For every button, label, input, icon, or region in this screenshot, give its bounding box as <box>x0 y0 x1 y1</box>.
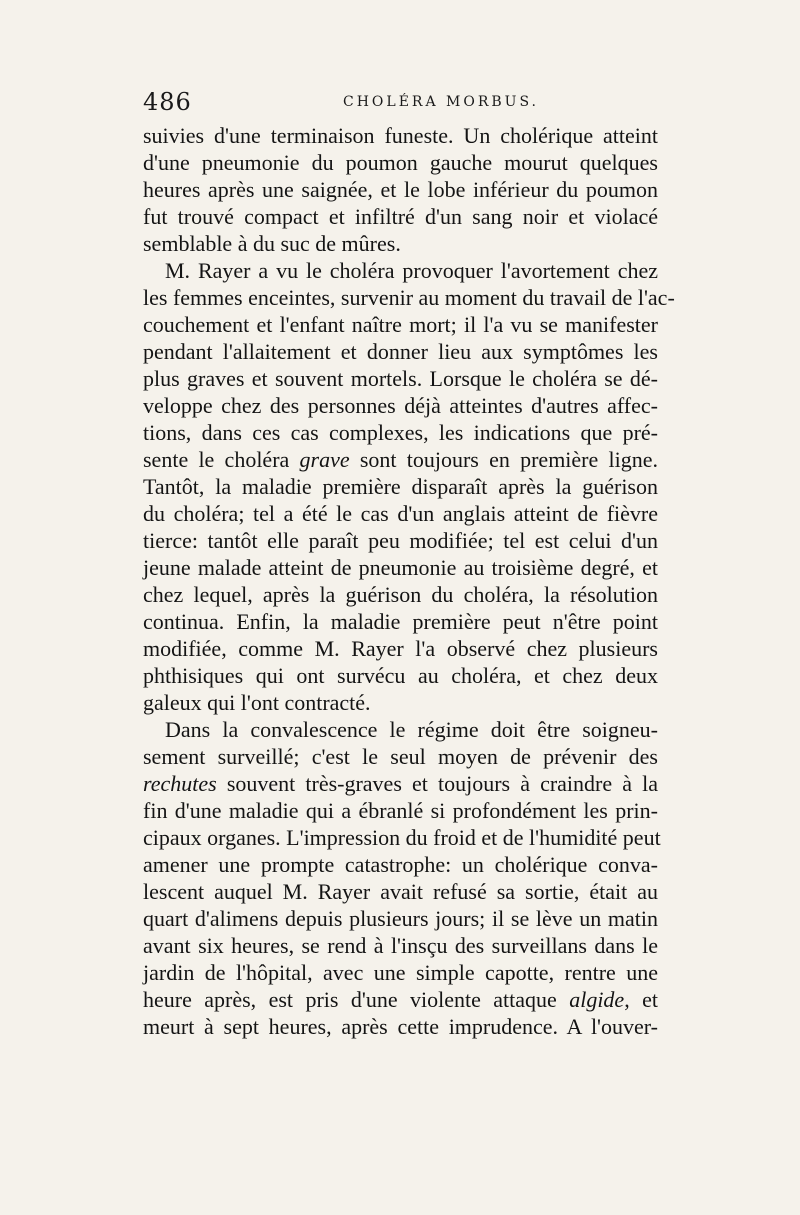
text-line: jeune malade atteint de pneumonie au troisième degré, et <box>143 555 658 580</box>
paragraph-2 <box>143 257 675 716</box>
text-line: fut trouvé compact et infiltré d'un sang noir et violacé <box>143 204 658 229</box>
text-line: modifiée, comme M. Rayer l'a observé chez plusieurs <box>143 636 658 661</box>
text-line: d'une pneumonie du poumon gauche mourut quelques <box>143 150 658 175</box>
text-line: heures après une saignée, et le lobe inférieur du poumon <box>143 177 658 202</box>
running-title: CHOLÉRA MORBUS. <box>343 94 539 110</box>
text-line: continua. Enfin, la maladie première peut n'être point <box>143 609 658 634</box>
page-number: 486 <box>143 88 192 116</box>
text-line: galeux qui l'ont contracté. <box>143 690 371 715</box>
text-line: chez lequel, après la guérison du choléra, la résolution <box>143 582 658 607</box>
text-line: quart d'alimens depuis plusieurs jours; il se lève un matin <box>143 906 658 931</box>
text-line: cipaux organes. L'impression du froid et de l'humidité peut <box>143 825 661 850</box>
text-line: suivies d'une terminaison funeste. Un cholérique atteint <box>143 123 658 148</box>
text-line: tions, dans ces cas complexes, les indications que pré- <box>143 420 658 445</box>
text-line: amener une prompte catastrophe: un cholérique conva- <box>143 852 658 877</box>
text-line: sement surveillé; c'est le seul moyen de prévenir des <box>143 744 658 769</box>
text-line: meurt à sept heures, après cette imprudence. A l'ouver- <box>143 1014 658 1039</box>
text-line: heure après, est pris d'une violente attaque algide, et <box>143 987 658 1012</box>
text-line: lescent auquel M. Rayer avait refusé sa sortie, était au <box>143 879 658 904</box>
text-line: M. Rayer a vu le choléra provoquer l'avortement chez <box>165 258 658 283</box>
text-line: rechutes souvent très-graves et toujours à craindre à la <box>143 771 658 796</box>
body-text <box>143 122 675 1040</box>
text-line: fin d'une maladie qui a ébranlé si profondément les prin- <box>143 798 658 823</box>
text-line: semblable à du suc de mûres. <box>143 231 401 256</box>
text-line: phthisiques qui ont survécu au choléra, et chez deux <box>143 663 658 688</box>
text-line: avant six heures, se rend à l'insçu des surveillans dans le <box>143 933 658 958</box>
text-line: Dans la convalescence le régime doit être soigneu- <box>165 717 658 742</box>
text-line: plus graves et souvent mortels. Lorsque le choléra se dé- <box>143 366 658 391</box>
running-head <box>143 88 658 118</box>
text-line: du choléra; tel a été le cas d'un anglais atteint de fièvre <box>143 501 658 526</box>
text-line: pendant l'allaitement et donner lieu aux symptômes les <box>143 339 658 364</box>
text-line: tierce: tantôt elle paraît peu modifiée; tel est celui d'un <box>143 528 658 553</box>
paragraph-1 <box>143 122 658 257</box>
text-line: veloppe chez des personnes déjà atteintes d'autres affec- <box>143 393 658 418</box>
text-line: jardin de l'hôpital, avec une simple capotte, rentre une <box>143 960 658 985</box>
text-line: Tantôt, la maladie première disparaît après la guérison <box>143 474 658 499</box>
text-line: couchement et l'enfant naître mort; il l'a vu se manifester <box>143 312 658 337</box>
text-line: les femmes enceintes, survenir au moment du travail de l'ac- <box>143 285 675 310</box>
paragraph-3 <box>143 716 661 1040</box>
text-line: sente le choléra grave sont toujours en première ligne. <box>143 447 658 472</box>
